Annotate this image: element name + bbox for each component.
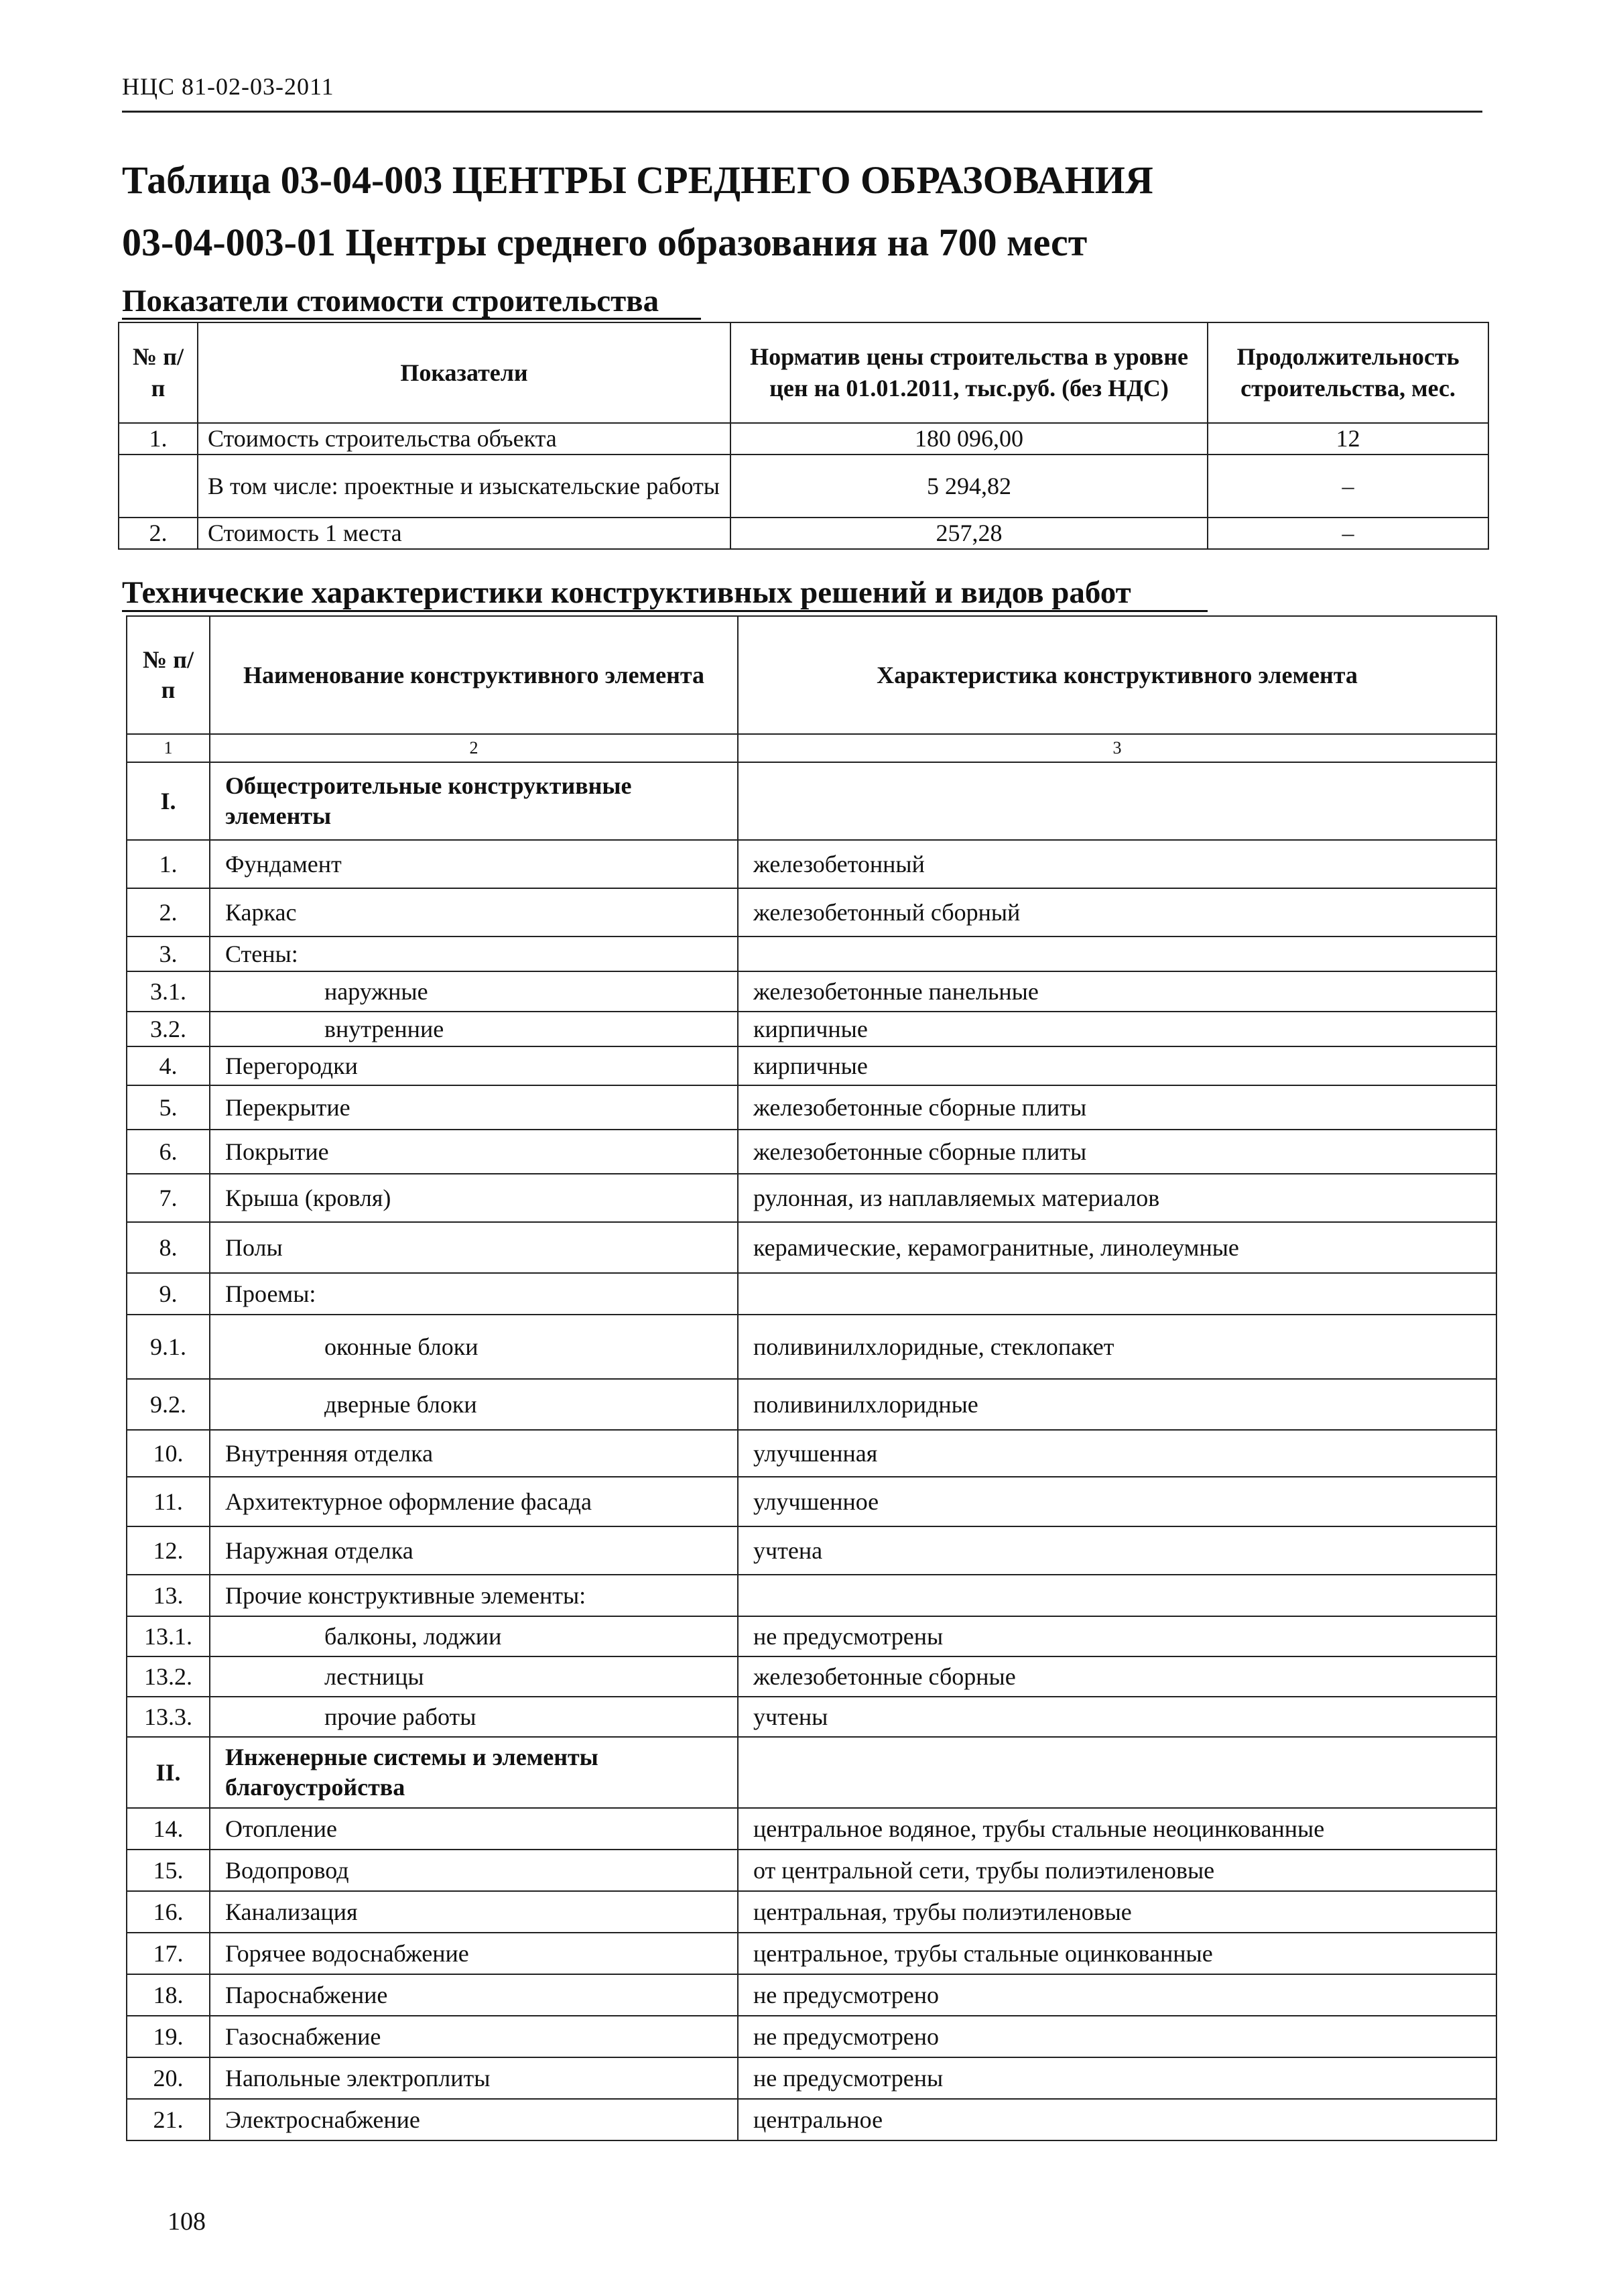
row-number: 18.	[127, 1974, 210, 2016]
row-element-name: Прочие конструктивные элементы:	[210, 1575, 738, 1616]
row-number: 15.	[127, 1850, 210, 1891]
cost-table	[118, 322, 1489, 550]
row-number: 5.	[127, 1085, 210, 1130]
table-row	[127, 1130, 1496, 1174]
row-characteristic: центральное	[738, 2099, 1496, 2140]
row-price: 180 096,00	[730, 423, 1208, 455]
table-row	[127, 1315, 1496, 1379]
row-number: 13.3.	[127, 1697, 210, 1737]
table-row	[127, 1891, 1496, 1933]
page-number: 108	[168, 2208, 206, 2236]
col-header-num: № п/п	[127, 616, 210, 734]
tech-table	[126, 615, 1497, 2141]
row-element-name: Водопровод	[210, 1850, 738, 1891]
row-characteristic: поливинилхлоридные, стеклопакет	[738, 1315, 1496, 1379]
row-element-name: Внутренняя отделка	[210, 1430, 738, 1477]
col-header-characteristic: Характеристика конструктивного элемента	[738, 616, 1496, 734]
row-characteristic: не предусмотрено	[738, 2016, 1496, 2057]
column-number: 1	[127, 734, 210, 762]
row-number: 20.	[127, 2057, 210, 2099]
row-number: 9.1.	[127, 1315, 210, 1379]
table-row	[127, 1174, 1496, 1222]
row-characteristic: от центральной сети, трубы полиэтиленовые	[738, 1850, 1496, 1891]
row-characteristic: улучшенное	[738, 1477, 1496, 1526]
row-characteristic: керамические, керамогранитные, линолеумные	[738, 1222, 1496, 1273]
tech-section-heading: Технические характеристики конструктивных решений и видов работ	[122, 575, 1131, 610]
row-element-name: лестницы	[210, 1656, 738, 1697]
table-row	[127, 1616, 1496, 1656]
row-number: 1.	[119, 423, 198, 455]
row-characteristic: центральное водяное, трубы стальные неоцинкованные	[738, 1808, 1496, 1850]
table-row	[127, 840, 1496, 888]
col-header-price: Норматив цены строительства в уровне цен на 01.01.2011, тыс.руб. (без НДС)	[730, 322, 1208, 423]
row-characteristic: улучшенная	[738, 1430, 1496, 1477]
row-number: 6.	[127, 1130, 210, 1174]
table-row	[127, 762, 1496, 840]
row-characteristic	[738, 1575, 1496, 1616]
row-characteristic: кирпичные	[738, 1046, 1496, 1085]
row-characteristic: рулонная, из наплавляемых материалов	[738, 1174, 1496, 1222]
row-number: 1.	[127, 840, 210, 888]
row-element-name: Пароснабжение	[210, 1974, 738, 2016]
row-indicator: Стоимость строительства объекта	[198, 423, 730, 455]
table-row	[127, 1575, 1496, 1616]
row-element-name: наружные	[210, 971, 738, 1012]
row-element-name: Общестроительные конструктивные элементы	[210, 762, 738, 840]
cost-heading-underline	[122, 318, 701, 320]
row-number: 10.	[127, 1430, 210, 1477]
document-code: НЦС 81-02-03-2011	[122, 73, 334, 100]
row-number	[119, 455, 198, 518]
table-row	[127, 1222, 1496, 1273]
row-characteristic: поливинилхлоридные	[738, 1379, 1496, 1430]
row-element-name: дверные блоки	[210, 1379, 738, 1430]
table-row	[127, 2057, 1496, 2099]
table-row	[127, 936, 1496, 971]
row-number: I.	[127, 762, 210, 840]
row-element-name: Стены:	[210, 936, 738, 971]
row-element-name: Полы	[210, 1222, 738, 1273]
row-number: 21.	[127, 2099, 210, 2140]
row-characteristic	[738, 1737, 1496, 1808]
table-row	[119, 518, 1488, 549]
table-title: Таблица 03-04-003 ЦЕНТРЫ СРЕДНЕГО ОБРАЗОВАНИЯ	[122, 158, 1153, 202]
row-characteristic: железобетонные панельные	[738, 971, 1496, 1012]
column-number: 3	[738, 734, 1496, 762]
row-element-name: оконные блоки	[210, 1315, 738, 1379]
row-price: 257,28	[730, 518, 1208, 549]
table-row	[127, 1850, 1496, 1891]
row-characteristic: центральная, трубы полиэтиленовые	[738, 1891, 1496, 1933]
table-row	[127, 1656, 1496, 1697]
row-number: 4.	[127, 1046, 210, 1085]
row-element-name: Напольные электроплиты	[210, 2057, 738, 2099]
row-number: 3.	[127, 936, 210, 971]
row-characteristic	[738, 936, 1496, 971]
row-element-name: Горячее водоснабжение	[210, 1933, 738, 1974]
row-number: 3.1.	[127, 971, 210, 1012]
row-number: 12.	[127, 1526, 210, 1575]
row-indicator: Стоимость 1 места	[198, 518, 730, 549]
row-number: 3.2.	[127, 1012, 210, 1046]
table-row	[127, 2016, 1496, 2057]
table-row	[127, 1697, 1496, 1737]
row-element-name: Архитектурное оформление фасада	[210, 1477, 738, 1526]
row-element-name: Фундамент	[210, 840, 738, 888]
row-element-name: прочие работы	[210, 1697, 738, 1737]
table-row	[119, 455, 1488, 518]
table-row	[127, 1273, 1496, 1315]
table-row	[127, 1430, 1496, 1477]
row-number: 9.	[127, 1273, 210, 1315]
row-characteristic: не предусмотрены	[738, 2057, 1496, 2099]
row-number: 13.	[127, 1575, 210, 1616]
table-row	[127, 1012, 1496, 1046]
column-number: 2	[210, 734, 738, 762]
row-element-name: Наружная отделка	[210, 1526, 738, 1575]
table-row	[127, 1737, 1496, 1808]
row-characteristic: учтена	[738, 1526, 1496, 1575]
row-duration: –	[1208, 455, 1488, 518]
row-element-name: Перекрытие	[210, 1085, 738, 1130]
row-element-name: Отопление	[210, 1808, 738, 1850]
row-characteristic: центральное, трубы стальные оцинкованные	[738, 1933, 1496, 1974]
row-element-name: Инженерные системы и элементы благоустройства	[210, 1737, 738, 1808]
table-row	[127, 1085, 1496, 1130]
row-price: 5 294,82	[730, 455, 1208, 518]
row-number: 8.	[127, 1222, 210, 1273]
row-characteristic: кирпичные	[738, 1012, 1496, 1046]
row-number: 16.	[127, 1891, 210, 1933]
row-characteristic: железобетонные сборные плиты	[738, 1130, 1496, 1174]
row-element-name: Крыша (кровля)	[210, 1174, 738, 1222]
row-number: 2.	[127, 888, 210, 936]
col-header-duration: Продолжительность строительства, мес.	[1208, 322, 1488, 423]
tech-heading-underline	[122, 610, 1208, 612]
table-row	[127, 1477, 1496, 1526]
row-characteristic: железобетонные сборные	[738, 1656, 1496, 1697]
row-characteristic: учтены	[738, 1697, 1496, 1737]
row-characteristic	[738, 762, 1496, 840]
row-characteristic: железобетонный сборный	[738, 888, 1496, 936]
row-element-name: Каркас	[210, 888, 738, 936]
row-number: 7.	[127, 1174, 210, 1222]
row-number: 13.2.	[127, 1656, 210, 1697]
row-number: 19.	[127, 2016, 210, 2057]
row-number: 9.2.	[127, 1379, 210, 1430]
row-characteristic: железобетонный	[738, 840, 1496, 888]
table-row	[127, 2099, 1496, 2140]
row-number: II.	[127, 1737, 210, 1808]
cost-section-heading: Показатели стоимости строительства	[122, 284, 659, 318]
row-element-name: Покрытие	[210, 1130, 738, 1174]
row-element-name: Газоснабжение	[210, 2016, 738, 2057]
row-element-name: балконы, лоджии	[210, 1616, 738, 1656]
row-number: 13.1.	[127, 1616, 210, 1656]
table-row	[127, 1379, 1496, 1430]
col-header-num: № п/п	[119, 322, 198, 423]
row-characteristic	[738, 1273, 1496, 1315]
row-duration: 12	[1208, 423, 1488, 455]
row-characteristic: не предусмотрены	[738, 1616, 1496, 1656]
table-row	[127, 1933, 1496, 1974]
row-characteristic: не предусмотрено	[738, 1974, 1496, 2016]
table-subtitle: 03-04-003-01 Центры среднего образования на 700 мест	[122, 221, 1088, 264]
row-element-name: Канализация	[210, 1891, 738, 1933]
table-row	[127, 1808, 1496, 1850]
row-number: 14.	[127, 1808, 210, 1850]
table-row	[127, 888, 1496, 936]
row-duration: –	[1208, 518, 1488, 549]
row-number: 2.	[119, 518, 198, 549]
table-row	[127, 971, 1496, 1012]
row-element-name: Электроснабжение	[210, 2099, 738, 2140]
row-element-name: Проемы:	[210, 1273, 738, 1315]
table-row	[127, 1526, 1496, 1575]
table-row	[127, 1046, 1496, 1085]
row-element-name: Перегородки	[210, 1046, 738, 1085]
row-characteristic: железобетонные сборные плиты	[738, 1085, 1496, 1130]
col-header-name: Наименование конструктивного элемента	[210, 616, 738, 734]
row-number: 17.	[127, 1933, 210, 1974]
header-rule	[122, 111, 1482, 113]
row-number: 11.	[127, 1477, 210, 1526]
col-header-indicator: Показатели	[198, 322, 730, 423]
row-indicator: В том числе: проектные и изыскательские работы	[198, 455, 730, 518]
table-row	[119, 423, 1488, 455]
table-row	[127, 1974, 1496, 2016]
row-element-name: внутренние	[210, 1012, 738, 1046]
